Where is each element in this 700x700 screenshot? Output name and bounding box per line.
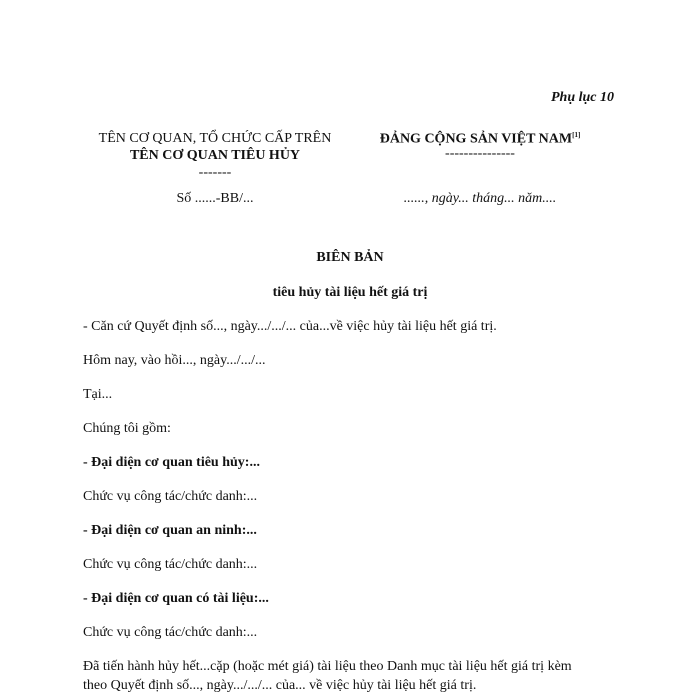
position-title-2: Chức vụ công tác/chức danh:... [83,557,258,572]
rep-security-agency: - Đại diện cơ quan an ninh:... [83,523,257,538]
parent-agency-name: TÊN CƠ QUAN, TỔ CHỨC CẤP TRÊN [98,131,332,146]
right-header-rule: --------------- [445,146,515,161]
place-and-date: ......, ngày... tháng... năm.... [403,191,557,206]
document-number: Số ......-BB/... [176,191,254,206]
location-line: Tại... [83,387,113,402]
basis-line: - Căn cứ Quyết định số..., ngày.../.../... của...về việc hủy tài liệu hết giá trị. [83,319,497,334]
party-name: ĐẢNG CỘNG SẢN VIỆT NAM[1] [379,131,581,147]
appendix-label: Phụ lục 10 [551,90,615,105]
position-title-1: Chức vụ công tác/chức danh:... [83,489,258,504]
participants-intro: Chúng tôi gồm: [83,421,171,436]
meeting-time-line: Hôm nay, vào hồi..., ngày.../.../... [83,353,266,368]
conclusion-line-1: Đã tiến hành hủy hết...cặp (hoặc mét giá) tài liệu theo Danh mục tài liệu hết giá trị kèm [83,659,572,674]
rep-owner-agency: - Đại diện cơ quan có tài liệu:... [83,591,269,606]
position-title-3: Chức vụ công tác/chức danh:... [83,625,258,640]
destroying-agency-name: TÊN CƠ QUAN TIÊU HỦY [129,148,301,163]
left-header-rule: ------- [198,165,232,180]
document-title: BIÊN BẢN [316,250,384,265]
conclusion-line-2: theo Quyết định số..., ngày.../.../... của... về việc hủy tài liệu hết giá trị. [83,678,477,693]
rep-destroying-agency: - Đại diện cơ quan tiêu hủy:... [83,455,260,470]
document-subtitle: tiêu hủy tài liệu hết giá trị [272,285,428,300]
footnote-reference[interactable]: [1] [572,131,581,139]
